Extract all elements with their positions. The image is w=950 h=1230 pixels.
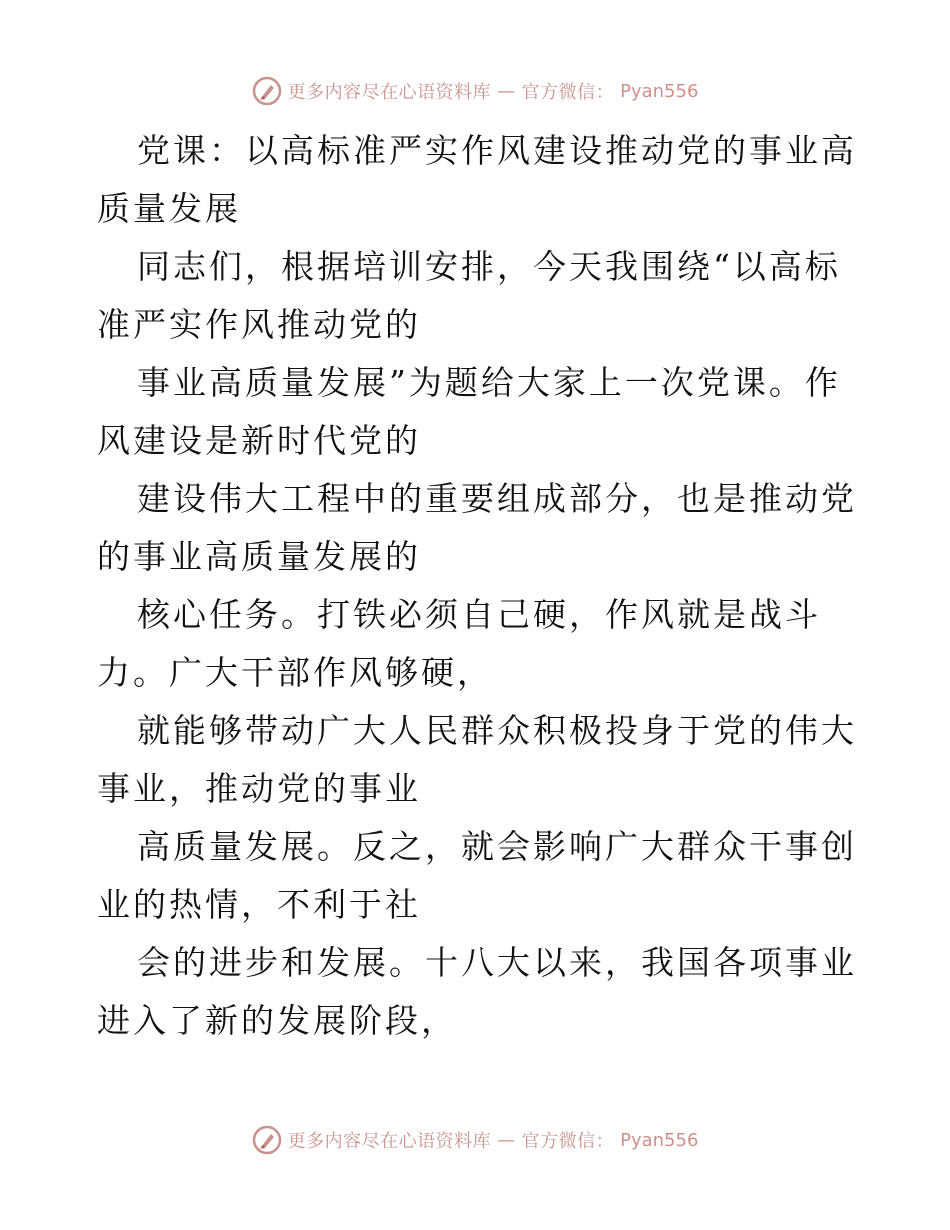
paragraph-line: 高质量发展。反之，就会影响广大群众干事创业的热情，不利于社 xyxy=(97,827,857,924)
watermark-text: 更多内容尽在心语资料库 xyxy=(287,82,492,103)
document-title: 党课：以高标准严实作风建设推动党的事业高质量发展 xyxy=(97,131,857,228)
paragraph-line: 同志们，根据培训安排，今天我围绕“以高标准严实作风推动党的 xyxy=(97,247,841,344)
pen-nib-icon xyxy=(252,1125,282,1155)
watermark-dash: — xyxy=(497,80,516,102)
paragraph-line: 建设伟大工程中的重要组成部分，也是推动党的事业高质量发展的 xyxy=(97,479,857,576)
paragraph-line: 事业高质量发展”为题给大家上一次党课。作风建设是新时代党的 xyxy=(97,363,841,460)
pen-nib-icon xyxy=(252,76,282,106)
watermark-dash: — xyxy=(497,1129,516,1151)
watermark-wechat-id: Pyan556 xyxy=(620,80,699,102)
footer-watermark xyxy=(0,1123,950,1157)
paragraph-line: 会的进步和发展。十八大以来，我国各项事业进入了新的发展阶段， xyxy=(97,943,857,1040)
watermark-wechat-label: 官方微信： xyxy=(521,82,615,103)
watermark-wechat-id: Pyan556 xyxy=(620,1129,699,1151)
paragraph-line: 核心任务。打铁必须自己硬，作风就是战斗力。广大干部作风够硬， xyxy=(97,595,821,692)
watermark-wechat-label: 官方微信： xyxy=(521,1131,615,1152)
document-body xyxy=(97,122,857,1050)
watermark-text: 更多内容尽在心语资料库 xyxy=(287,1131,492,1152)
header-watermark xyxy=(0,74,950,108)
paragraph-line: 就能够带动广大人民群众积极投身于党的伟大事业，推动党的事业 xyxy=(97,711,857,808)
